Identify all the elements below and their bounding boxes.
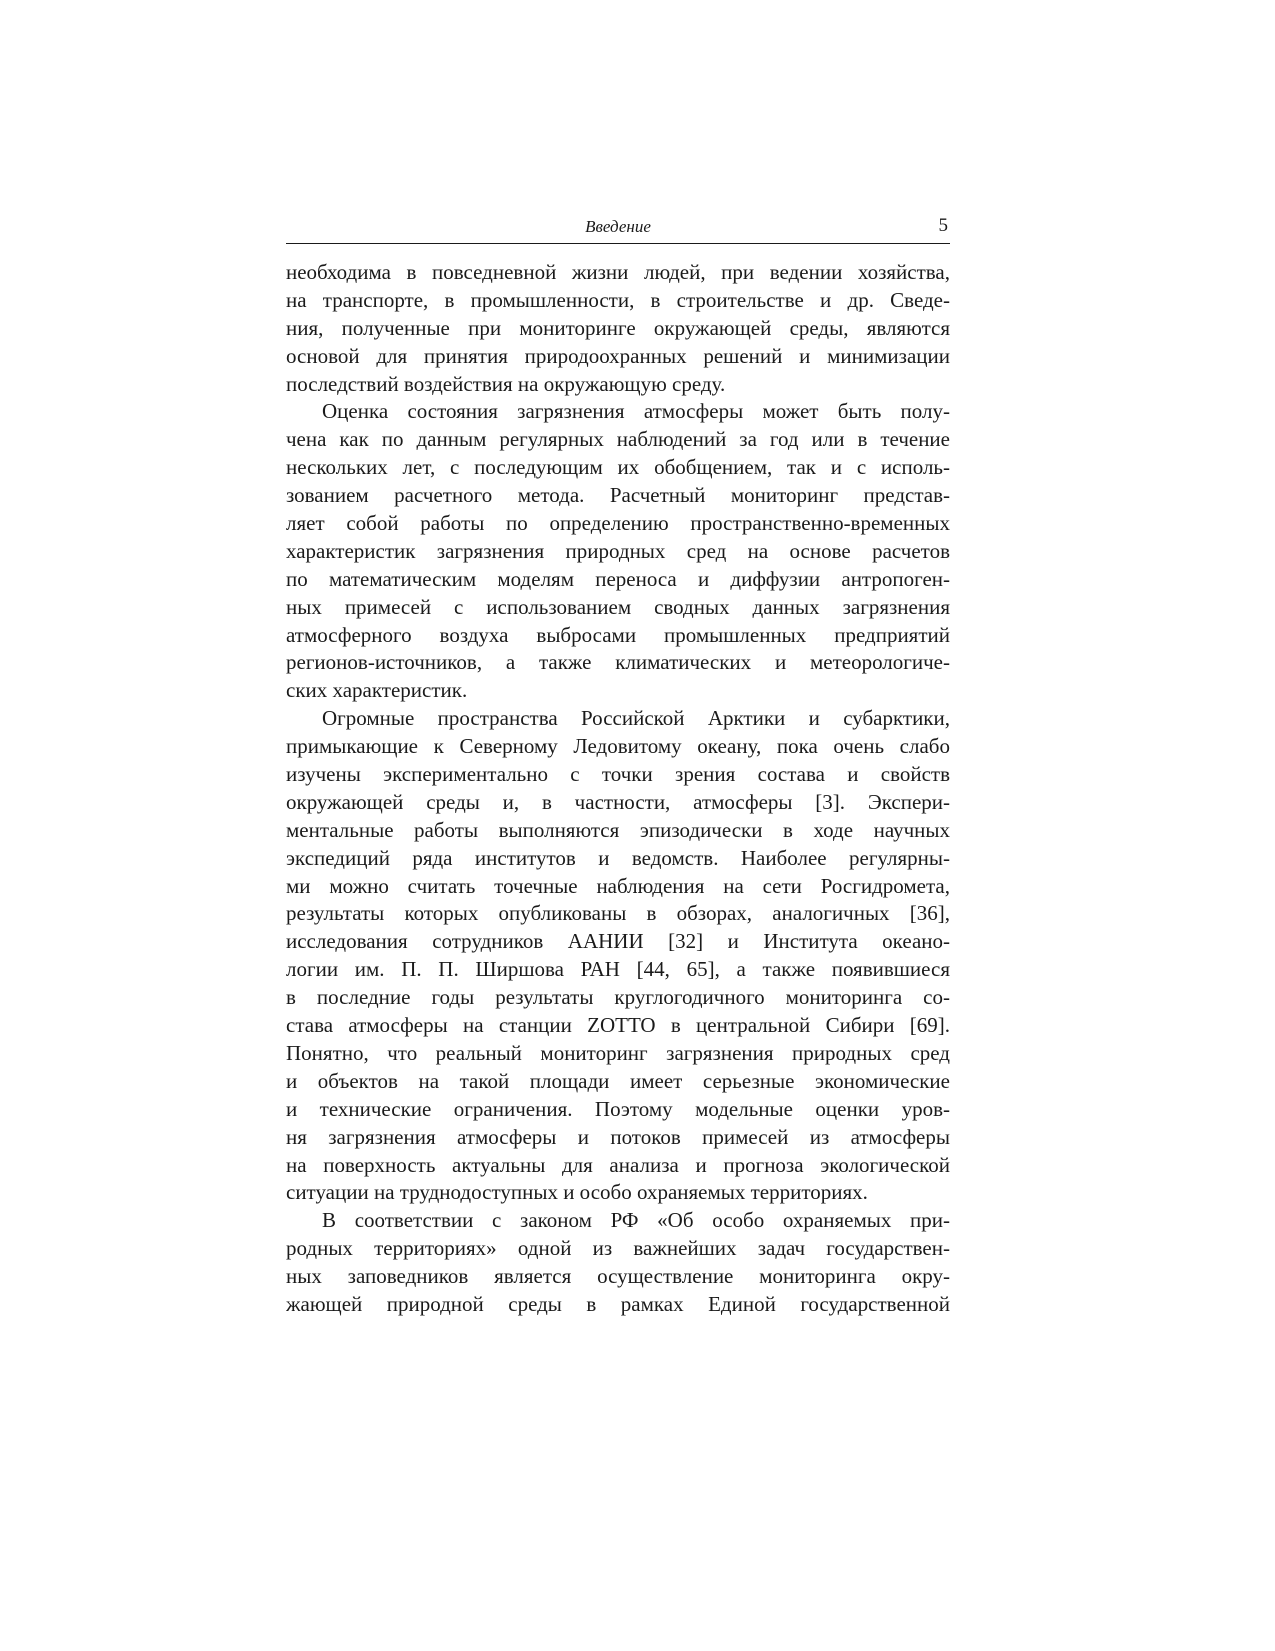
running-header <box>286 215 950 244</box>
text-line: логии им. П. П. Ширшова РАН [44, 65], а также появившиеся <box>286 957 950 982</box>
text-line: ситуации на труднодоступных и особо охраняемых территориях. <box>286 1180 868 1205</box>
page-number: 5 <box>938 215 948 236</box>
text-line: ния, полученные при мониторинге окружающей среды, являются <box>286 315 950 340</box>
paragraph <box>286 705 950 1207</box>
text-line: характеристик загрязнения природных сред на основе расчетов <box>286 538 950 563</box>
text-line: примыкающие к Северному Ледовитому океану, пока очень слабо <box>286 734 950 759</box>
text-line: изучены экспериментально с точки зрения состава и свойств <box>286 762 950 787</box>
text-line: и технические ограничения. Поэтому модельные оценки уров- <box>286 1096 950 1121</box>
text-line: ных примесей с использованием сводных данных загрязнения <box>286 594 950 619</box>
body-text <box>286 259 950 1319</box>
text-line: результаты которых опубликованы в обзорах, аналогичных [36], <box>286 901 950 926</box>
text-line: в последние годы результаты круглогодичного мониторинга со- <box>286 985 950 1010</box>
text-line: става атмосферы на станции ZOTTO в центральной Сибири [69]. <box>286 1013 950 1038</box>
text-line: атмосферного воздуха выбросами промышленных предприятий <box>286 622 950 647</box>
text-line: жающей природной среды в рамках Единой государственной <box>286 1291 950 1316</box>
text-line: на поверхность актуальны для анализа и прогноза экологической <box>286 1152 950 1177</box>
text-line: чена как по данным регулярных наблюдений за год или в течение <box>286 427 950 452</box>
text-line: Понятно, что реальный мониторинг загрязнения природных сред <box>286 1040 950 1065</box>
text-line: родных территориях» одной из важнейших задач государствен- <box>286 1236 950 1261</box>
text-line: нескольких лет, с последующим их обобщением, так и с исполь- <box>286 455 950 480</box>
paragraph <box>286 1207 950 1319</box>
text-line: и объектов на такой площади имеет серьезные экономические <box>286 1068 950 1093</box>
text-line: на транспорте, в промышленности, в строительстве и др. Сведе- <box>286 287 950 312</box>
text-line: Оценка состояния загрязнения атмосферы может быть полу- <box>322 399 950 424</box>
paragraph <box>286 259 950 398</box>
text-line: ных заповедников является осуществление мониторинга окру- <box>286 1264 950 1289</box>
text-line: окружающей среды и, в частности, атмосферы [3]. Экспери- <box>286 789 950 814</box>
text-line: ми можно считать точечные наблюдения на сети Росгидромета, <box>286 873 950 898</box>
text-line: основой для принятия природоохранных решений и минимизации <box>286 343 950 368</box>
text-line: зованием расчетного метода. Расчетный мониторинг представ- <box>286 483 950 508</box>
text-line: по математическим моделям переноса и диффузии антропоген- <box>286 566 950 591</box>
text-line: Огромные пространства Российской Арктики и субарктики, <box>322 706 950 731</box>
text-line: ских характеристик. <box>286 678 468 703</box>
text-line: В соответствии с законом РФ «Об особо охраняемых при- <box>322 1208 950 1233</box>
text-line: последствий воздействия на окружающую среду. <box>286 371 726 396</box>
text-line: необходима в повседневной жизни людей, при ведении хозяйства, <box>286 260 950 284</box>
text-line: регионов-источников, а также климатических и метеорологиче- <box>286 650 950 675</box>
text-line: исследования сотрудников ААНИИ [32] и Института океано- <box>286 929 950 954</box>
text-line: ментальные работы выполняются эпизодически в ходе научных <box>286 817 950 842</box>
text-line: ляет собой работы по определению пространственно-временных <box>286 511 950 536</box>
text-line: экспедиций ряда институтов и ведомств. Наиболее регулярны- <box>286 845 950 870</box>
text-line: ня загрязнения атмосферы и потоков примесей из атмосферы <box>286 1124 950 1149</box>
section-title: Введение <box>585 217 651 236</box>
paragraph <box>286 398 950 705</box>
